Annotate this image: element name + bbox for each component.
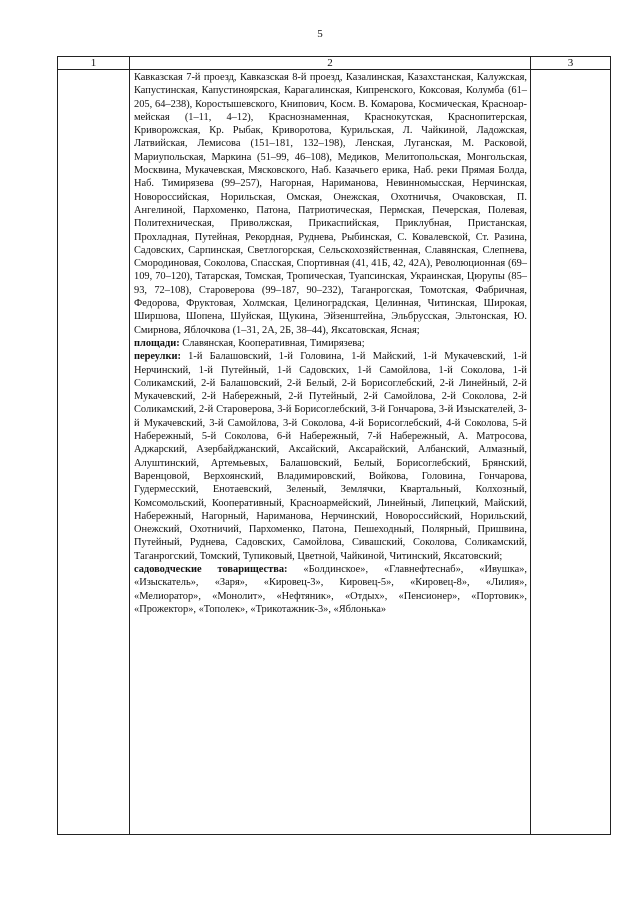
cell-column-1: [58, 70, 130, 835]
column-header-1: 1: [58, 57, 130, 70]
address-list: [130, 70, 530, 616]
page-number: 5: [317, 28, 323, 40]
document-table: [57, 56, 611, 835]
cell-column-3: [531, 70, 611, 835]
squares-label: площади:: [134, 337, 180, 349]
column-header-2: 2: [130, 57, 531, 70]
squares-paragraph: [134, 337, 527, 350]
lanes-label: переулки:: [134, 351, 181, 363]
gardens-label: садоводческие товарищества:: [134, 563, 288, 575]
lanes-paragraph: [134, 350, 527, 563]
table-header-row: [58, 57, 611, 70]
gardens-paragraph: [134, 563, 527, 616]
gardens-text: «Болдинское», «Главнефтеснаб», «Ивушка», «Изыскатель», «Заря», «Кировец-3», Кировец-5», «Кировец-8», «Лилия», «Мелиоратор», «Монолит», «Нефтяник», «Отдых», «Пенсионер», «Портовик», «Прожектор», «Тополек», «Трикотажник-3», «Яблонька»: [134, 563, 528, 615]
table-row: [58, 70, 611, 835]
streets-paragraph: Кавказская 7-й проезд, Кавказская 8-й проезд, Казалинская, Казахстанская, Калужская, Капустинская, Капустиноярская, Карагалинская, Кипренского, Коксовая, Колумба (61–205, 64–238), Коростышевского, Книпович, Косм. В. Комарова, Космическая, Красноармейская (1–11, 4–12), Краснознаменная, Краснокутская, Краснопитерская, Криворожская, Кр. Рыбак, Криворотова, Курильская, Л. Чайкиной, Ладожская, Латвийская, Лемисова (151–181, 132–198), Ленская, Луганская, М. Расковой, Мариупольская, Маркина (51–99, 46–108), Медиков, Мелитопольская, Монгольская, Москвина, Мукачевская, Мясковского, Наб. Казачьего ерика, Наб. реки Прямая Болда, Наб. Тимирязева (99–257), Нагорная, Нариманова, Невинномысская, Нерчинская, Новороссийская, Норильская, Омская, Онежская, Охотничья, Очаковская, П. Ангелиной, Пархоменко, Патона, Патриотическая, Пермская, Печерская, Полевая, Политехническая, Приволжская, Прикаспийская, Приклубная, Пристанская, Прохладная, Путейная, Рекордная, Руднева, Рыбинская, С. Ковалевской, Ст. Разина, Садовских, Сарпинская, Светлогорская, Сельскохозяйственная, Славянская, Слепнева, Смородиновая, Соколова, Спасская, Спортивная (41, 41Б, 42, 42А), Революционная (69–109, 70–120), Татарская, Томская, Тропическая, Туапсинская, Украинская, Цюрупы (85–93, 72–108), Староверова (99–187, 90–232), Таганрогская, Томотская, Фабричная, Федорова, Фруктовая, Холмская, Целиноградская, Целинная, Читинская, Широкая, Ширшова, Шопена, Шуйская, Щукина, Эйзенштейна, Эльбрусская, Эльтонская, Ю. Смирнова, Яблочкова (1–31, 2А, 2Б, 38–44), Яксатовская, Ясная;: [134, 72, 527, 336]
lanes-text: 1-й Балашовский, 1-й Головина, 1-й Майский, 1-й Мукачевский, 1-й Нерчинский, 1-й Путейный, 1-й Садовских, 1-й Самойлова, 1-й Соколова, 1-й Соликамский, 2-й Балашовский, 2-й Белый, 2-й Борисоглебский, 2-й Линейный, 2-й Мукачевский, 2-й Набережный, 2-й Путейный, 2-й Самойлова, 2-й Соколова, 2-й Соликамский, 2-й Староверова, 3-й Борисоглебский, 3-й Гончарова, 3-й Изыскателей, 3-й Мукачевский, 3-й Самойлова, 3-й Соколова, 4-й Борисоглебский, 4-й Соколова, 5-й Набережный, 5-й Соколова, 6-й Набережный, 7-й Набережный, А. Матросова, Аджарский, Азербайджанский, Аксайский, Аксарайский, Албанский, Алмазный, Алуштинский, Артемьевых, Балашовский, Белый, Борисоглебский, Брянский, Варенцовой, Верхоянский, Владимировский, Войкова, Головина, Гончарова, Гудермесский, Енотаевский, Зеленый, Землячки, Квартальный, Колхозный, Комсомольский, Кооперативный, Красноармейский, Линейный, Липецкий, Майский, Набережный, Нагорный, Нариманова, Нерчинский, Новороссийский, Норильский, Онежский, Охотничий, Пархоменко, Патона, Пешеходный, Полярный, Пришвина, Путейный, Руднева, Садовских, Самойлова, Сивашский, Соколова, Соликамский, Таганрогский, Томский, Тупиковый, Цветной, Чайкиной, Читинский, Яксатовский;: [134, 351, 527, 562]
squares-text: Славянская, Кооперативная, Тимирязева;: [179, 337, 365, 349]
column-header-3: 3: [531, 57, 611, 70]
cell-column-2: [130, 70, 531, 835]
